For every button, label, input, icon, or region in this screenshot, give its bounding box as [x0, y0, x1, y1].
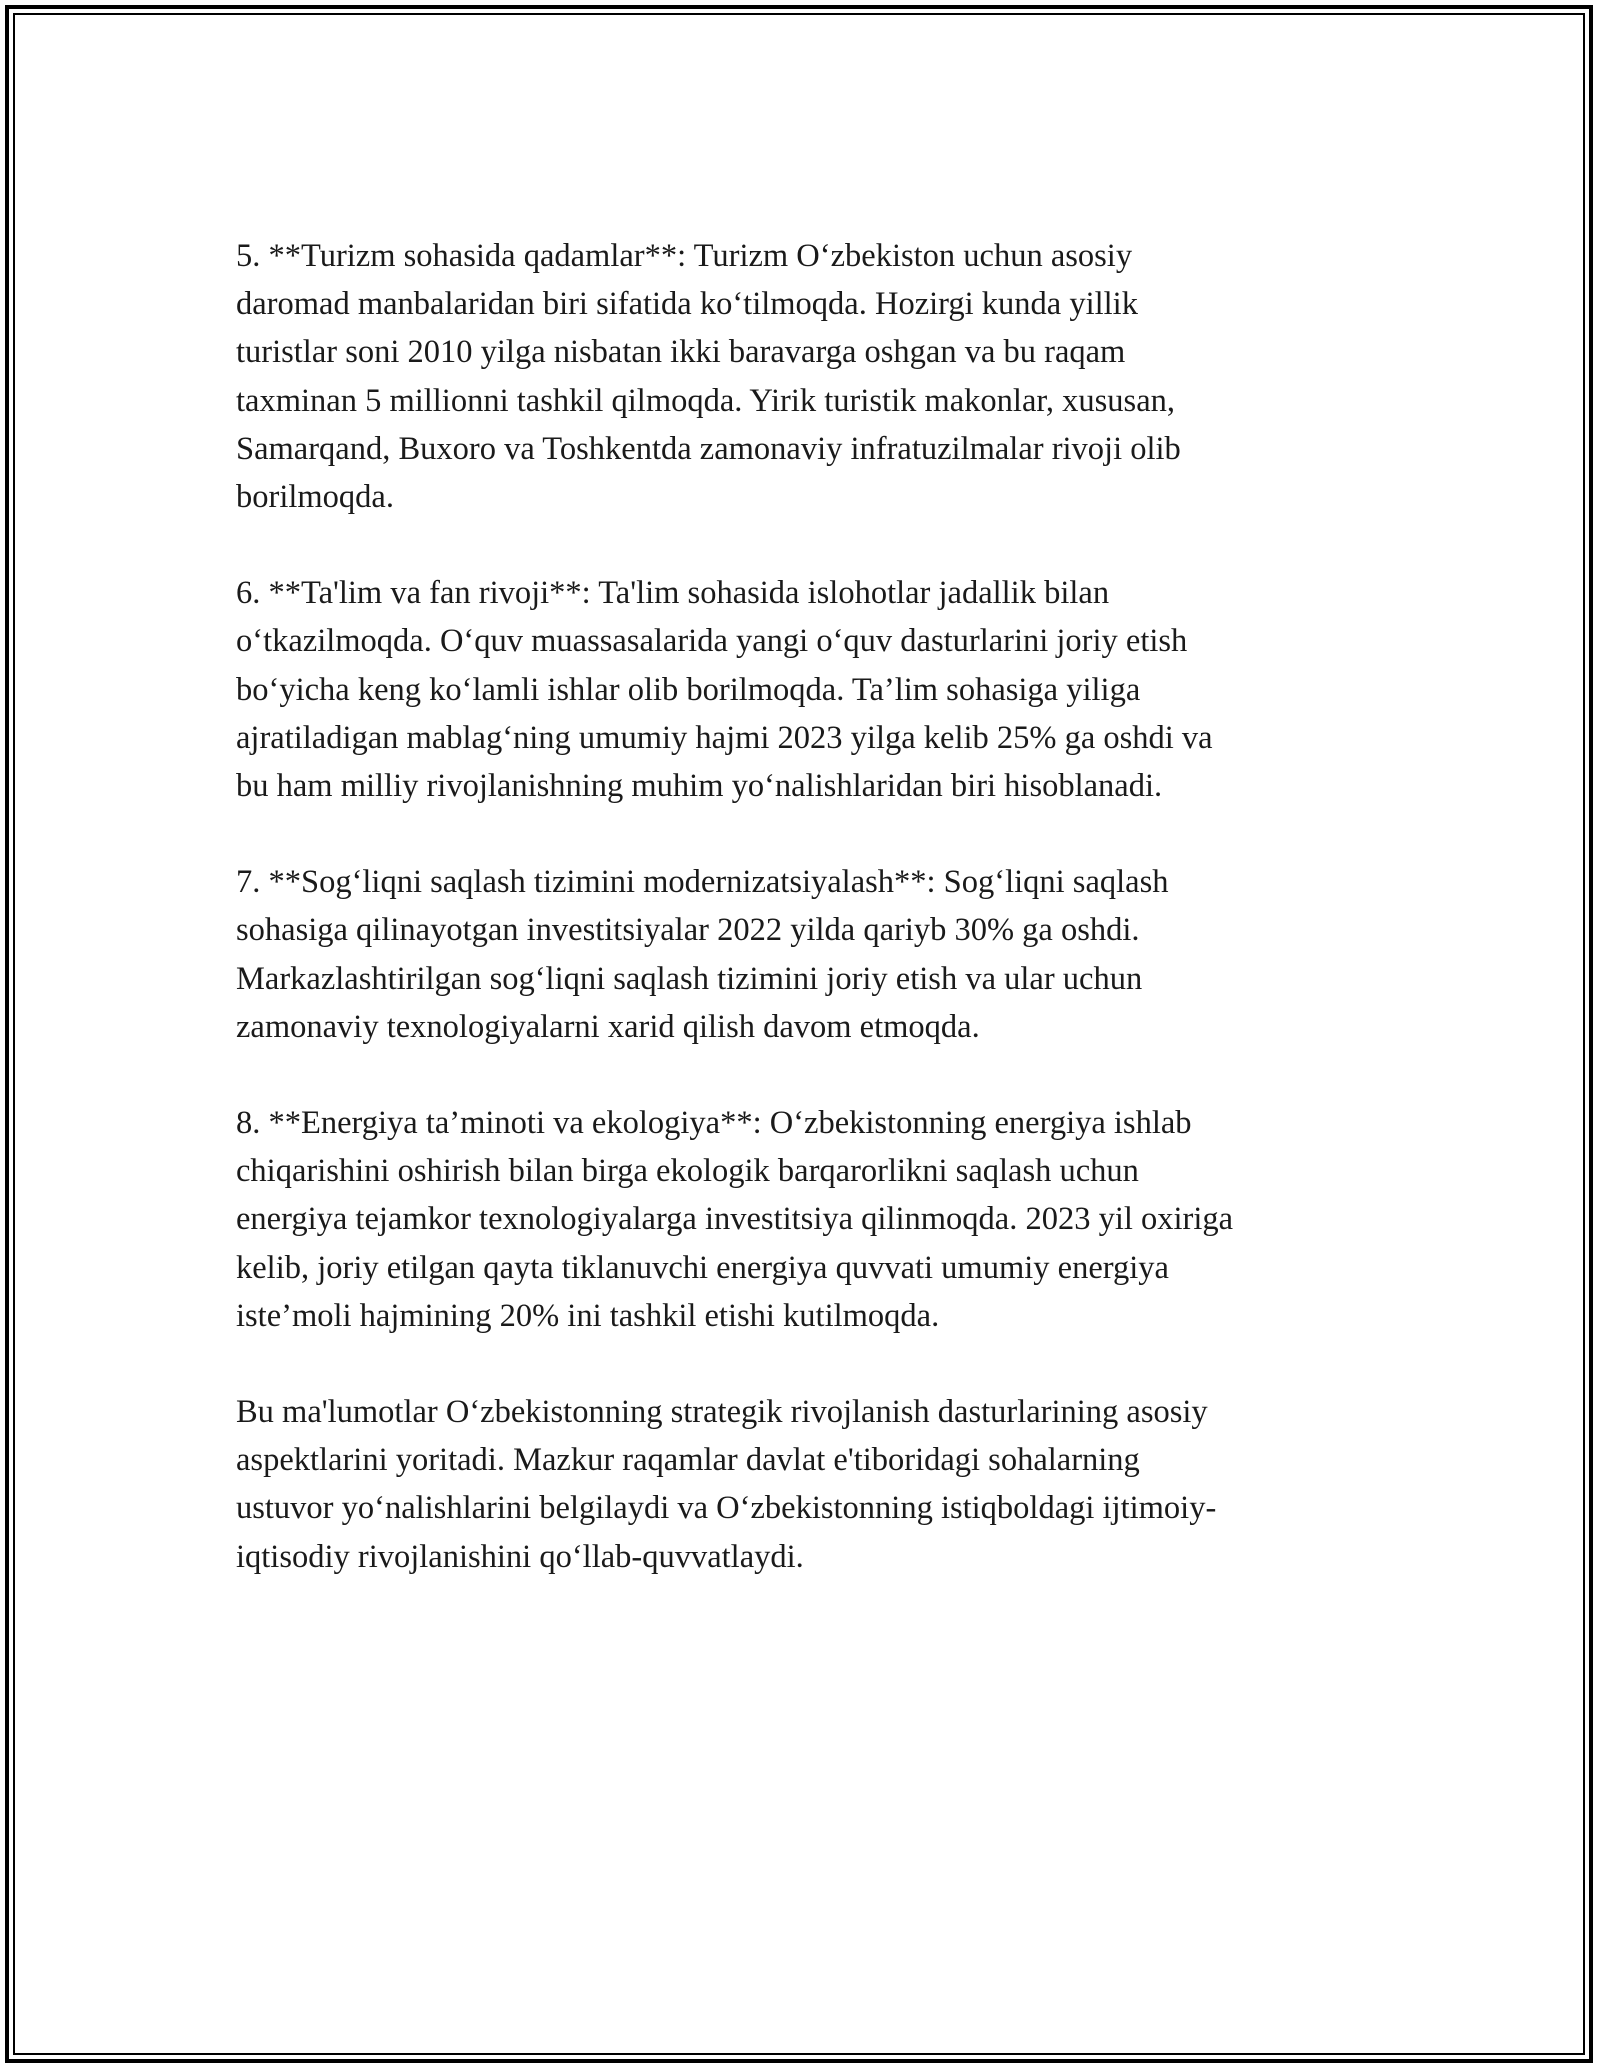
- text-line: 5. **Turizm sohasida qadamlar**: Turizm O‘zbekiston uchun asosiy: [236, 238, 1133, 274]
- text-line: o‘tkazilmoqda. O‘quv muassasalarida yangi o‘quv dasturlarini joriy etish: [236, 623, 1188, 660]
- text-line: Bu ma'lumotlar O‘zbekistonning strategik rivojlanish dasturlarining asosiy: [236, 1394, 1208, 1431]
- text-line: ajratiladigan mablag‘ning umumiy hajmi 2023 yilga kelib 25% ga oshdi va: [236, 719, 1213, 756]
- text-line: energiya tejamkor texnologiyalarga investitsiya qilinmoqda. 2023 yil oxiriga: [236, 1201, 1234, 1238]
- text-line: bu ham milliy rivojlanishning muhim yo‘nalishlaridan biri hisoblanadi.: [236, 768, 1163, 805]
- paragraph-energy: [236, 1099, 1376, 1340]
- text-line: kelib, joriy etilgan qayta tiklanuvchi energiya quvvati umumiy energiya: [236, 1249, 1169, 1286]
- text-line: iste’moli hajmining 20% ini tashkil etishi kutilmoqda.: [236, 1297, 940, 1334]
- text-line: turistlar soni 2010 yilga nisbatan ikki baravarga oshgan va bu raqam: [236, 334, 1126, 371]
- text-line: 6. **Ta'lim va fan rivoji**: Ta'lim sohasida islohotlar jadallik bilan: [236, 575, 1110, 612]
- document-body: [236, 232, 1376, 1629]
- text-line: taxminan 5 millionni tashkil qilmoqda. Yirik turistik makonlar, xususan,: [236, 382, 1176, 419]
- text-line: borilmoqda.: [236, 479, 394, 516]
- text-line: daromad manbalaridan biri sifatida ko‘tilmoqda. Hozirgi kunda yillik: [236, 286, 1138, 323]
- paragraph-tourism: [236, 232, 1376, 521]
- text-line: Samarqand, Buxoro va Toshkentda zamonaviy infratuzilmalar rivoji olib: [236, 430, 1181, 467]
- text-line: sohasiga qilinayotgan investitsiyalar 2022 yilda qariyb 30% ga oshdi.: [236, 912, 1140, 949]
- paragraph-healthcare: [236, 858, 1376, 1051]
- text-line: iqtisodiy rivojlanishini qo‘llab-quvvatlaydi.: [236, 1538, 804, 1575]
- paragraph-conclusion: [236, 1388, 1376, 1581]
- text-line: bo‘yicha keng ko‘lamli ishlar olib borilmoqda. Ta’lim sohasiga yiliga: [236, 671, 1141, 708]
- paragraph-education: [236, 569, 1376, 810]
- text-line: 7. **Sog‘liqni saqlash tizimini modernizatsiyalash**: Sog‘liqni saqlash: [236, 864, 1169, 901]
- text-line: Markazlashtirilgan sog‘liqni saqlash tizimini joriy etish va ular uchun: [236, 960, 1143, 997]
- text-line: aspektlarini yoritadi. Mazkur raqamlar davlat e'tiboridagi sohalarning: [236, 1442, 1140, 1479]
- text-line: 8. **Energiya ta’minoti va ekologiya**: O‘zbekistonning energiya ishlab: [236, 1105, 1192, 1142]
- text-line: ustuvor yo‘nalishlarini belgilaydi va O‘zbekistonning istiqboldagi ijtimoiy-: [236, 1490, 1217, 1527]
- text-line: zamonaviy texnologiyalarni xarid qilish davom etmoqda.: [236, 1008, 980, 1045]
- text-line: chiqarishini oshirish bilan birga ekologik barqarorlikni saqlash uchun: [236, 1153, 1139, 1190]
